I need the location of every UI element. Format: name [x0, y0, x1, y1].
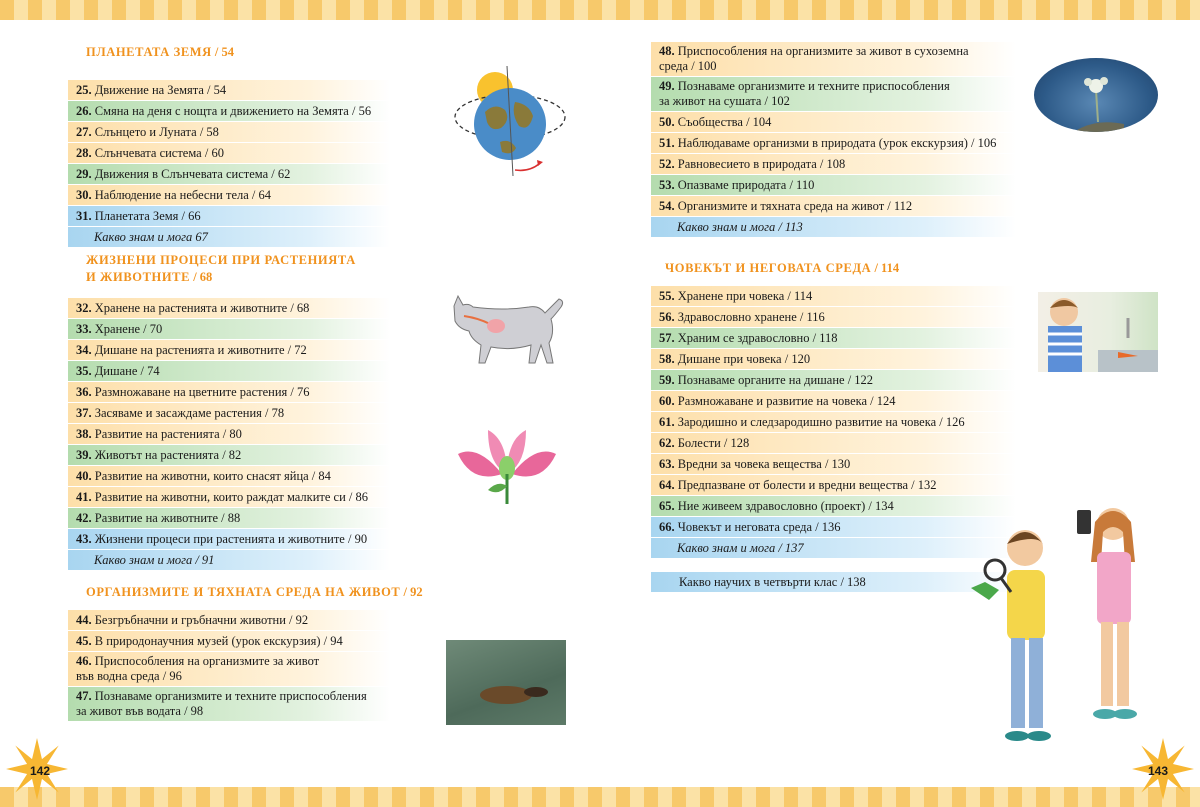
- toc-row-text: Равновесието в природата / 108: [674, 157, 846, 171]
- toc-row-number: 35.: [76, 364, 92, 378]
- toc-row-number: 62.: [659, 436, 675, 450]
- section-title-text: ЖИЗНЕНИ ПРОЦЕСИ ПРИ РАСТЕНИЯТА И ЖИВОТНИТЕ: [86, 253, 356, 284]
- toc-row-text: Хранене на растенията и животните / 68: [91, 301, 310, 315]
- toc-row-number: 58.: [659, 352, 675, 366]
- section-organisms: [68, 584, 448, 601]
- toc-row-text-line2: за живот във водата / 98: [76, 704, 204, 718]
- toc-row-review[interactable]: Какво знам и мога / 91: [68, 550, 390, 570]
- toc-row[interactable]: [651, 42, 1016, 76]
- toc-row-number: 52.: [659, 157, 675, 171]
- toc-row-text: Развитие на растенията / 80: [91, 427, 242, 441]
- toc-row-text: Развитие на животни, които снасят яйца / 84: [91, 469, 331, 483]
- toc-row-text: Познаваме организмите и техните приспособления: [91, 689, 367, 703]
- bottom-decorative-band: [0, 787, 1200, 807]
- toc-row-number: 59.: [659, 373, 675, 387]
- toc-row[interactable]: [68, 508, 390, 528]
- toc-row[interactable]: [651, 496, 1016, 516]
- toc-row-number: 47.: [76, 689, 92, 703]
- toc-row-number: 49.: [659, 79, 675, 93]
- page-number-right: 143: [1148, 764, 1169, 778]
- toc-row-text: Храним се здравословно / 118: [674, 331, 838, 345]
- toc-row-number: 54.: [659, 199, 675, 213]
- toc-list-planet-earth: [68, 80, 390, 248]
- toc-row-number: 60.: [659, 394, 675, 408]
- toc-row-text: Наблюдаваме организми в природата (урок екскурзия) / 106: [674, 136, 997, 150]
- toc-list-life-processes: [68, 298, 390, 571]
- toc-row-number: 38.: [76, 427, 92, 441]
- section-planet-earth: [68, 44, 390, 61]
- toc-row[interactable]: [68, 529, 390, 549]
- edelweiss-shape: [1034, 58, 1158, 132]
- toc-row-number: 51.: [659, 136, 675, 150]
- toc-row-number: 44.: [76, 613, 92, 627]
- toc-row-text: Съобщества / 104: [674, 115, 772, 129]
- child-washing-vegetables-photo: [1038, 292, 1158, 372]
- toc-list-organisms: [68, 610, 390, 722]
- toc-row-text: Наблюдение на небесни тела / 64: [91, 188, 272, 202]
- children-exploring-illustration: [965, 500, 1165, 750]
- toc-row[interactable]: [651, 328, 1016, 348]
- toc-row-number: 65.: [659, 499, 675, 513]
- toc-row-text: Организмите и тяхната среда на живот / 112: [674, 199, 913, 213]
- toc-row-text: Дишане при човека / 120: [674, 352, 811, 366]
- toc-row-text: Вредни за човека вещества / 130: [674, 457, 851, 471]
- page-number-left: 142: [30, 764, 51, 778]
- toc-row[interactable]: [651, 307, 1016, 327]
- toc-row[interactable]: [651, 391, 1016, 411]
- toc-row-text: Животът на растенията / 82: [91, 448, 242, 462]
- earth-orbit-illustration: [445, 62, 575, 182]
- section-title-page: / 114: [871, 261, 900, 275]
- top-decorative-band: [0, 0, 1200, 20]
- toc-row-review[interactable]: Какво знам и мога 67: [68, 227, 390, 247]
- toc-row-text: Жизнени процеси при растенията и животните / 90: [91, 532, 368, 546]
- toc-row[interactable]: [68, 361, 390, 381]
- toc-row[interactable]: [651, 286, 1016, 306]
- toc-row[interactable]: [68, 143, 390, 163]
- toc-row-text: Хранене / 70: [91, 322, 163, 336]
- toc-row[interactable]: [68, 382, 390, 402]
- toc-row[interactable]: [68, 340, 390, 360]
- cat-digestion-illustration: [440, 292, 568, 366]
- toc-row-text: Смяна на деня с нощта и движението на Земята / 56: [91, 104, 372, 118]
- toc-row-final[interactable]: [651, 572, 1016, 592]
- toc-row-number: 45.: [76, 634, 92, 648]
- section-title-text: ОРГАНИЗМИТЕ И ТЯХНАТА СРЕДА НА ЖИВОТ: [86, 585, 401, 599]
- toc-row-number: 40.: [76, 469, 92, 483]
- toc-row-text: Слънцето и Луната / 58: [91, 125, 219, 139]
- toc-row[interactable]: [651, 454, 1016, 474]
- toc-row-text: Размножаване и развитие на човека / 124: [674, 394, 896, 408]
- toc-row-number: 28.: [76, 146, 92, 160]
- toc-row-number: 39.: [76, 448, 92, 462]
- toc-row-number: 42.: [76, 511, 92, 525]
- toc-row[interactable]: [68, 687, 390, 721]
- toc-row-number: 56.: [659, 310, 675, 324]
- toc-row-text: Хранене при човека / 114: [674, 289, 813, 303]
- toc-row-number: 53.: [659, 178, 675, 192]
- toc-row-number: 29.: [76, 167, 92, 181]
- platypus-shape: [446, 640, 566, 725]
- toc-row[interactable]: [651, 433, 1016, 453]
- toc-row-text: Слънчевата система / 60: [91, 146, 224, 160]
- toc-row-text: Дишане на растенията и животните / 72: [91, 343, 307, 357]
- child-shape: [1038, 292, 1158, 372]
- toc-row-number: 30.: [76, 188, 92, 202]
- section-title-text: ЧОВЕКЪТ И НЕГОВАТА СРЕДА: [665, 261, 872, 275]
- section-human: [651, 260, 1016, 277]
- section-title-page: / 68: [190, 270, 213, 284]
- toc-row-text: Приспособления на организмите за живот в сухоземна: [674, 44, 969, 58]
- toc-row-text: Развитие на животните / 88: [91, 511, 241, 525]
- section-title-page: / 92: [400, 585, 423, 599]
- toc-row-text: Безгръбначни и гръбначни животни / 92: [91, 613, 309, 627]
- toc-row-number: 46.: [76, 654, 92, 668]
- toc-row-text: Развитие на животни, които раждат малките си / 86: [91, 490, 369, 504]
- toc-row-text: Човекът и неговата среда / 136: [674, 520, 841, 534]
- toc-row-text: Засяваме и засаждаме растения / 78: [91, 406, 285, 420]
- section-title: [651, 260, 1016, 277]
- toc-row[interactable]: [651, 133, 1016, 153]
- toc-row-text: В природонаучния музей (урок екскурзия) / 94: [91, 634, 343, 648]
- toc-row[interactable]: [68, 445, 390, 465]
- section-title-page: / 54: [211, 45, 235, 59]
- toc-row[interactable]: [651, 112, 1016, 132]
- toc-row-text-line2: за живот на сушата / 102: [659, 94, 790, 108]
- toc-row[interactable]: [651, 175, 1016, 195]
- toc-row[interactable]: [68, 101, 390, 121]
- toc-row-text: Предпазване от болести и вредни вещества / 132: [674, 478, 937, 492]
- toc-row[interactable]: [651, 412, 1016, 432]
- toc-row-number: 32.: [76, 301, 92, 315]
- toc-row[interactable]: [68, 466, 390, 486]
- toc-row[interactable]: [651, 475, 1016, 495]
- flower-cross-section-illustration: [448, 424, 566, 504]
- toc-row-text: Планетата Земя / 66: [91, 209, 201, 223]
- toc-row-number: 61.: [659, 415, 675, 429]
- toc-row-text: Познаваме органите на дишане / 122: [674, 373, 874, 387]
- toc-list-human: [651, 286, 1016, 559]
- toc-row[interactable]: [68, 487, 390, 507]
- toc-row[interactable]: [68, 403, 390, 423]
- toc-row[interactable]: [651, 349, 1016, 369]
- toc-row-number: 25.: [76, 83, 92, 97]
- toc-row[interactable]: [68, 319, 390, 339]
- toc-row[interactable]: [68, 80, 390, 100]
- toc-row-text: Познаваме организмите и техните приспособления: [674, 79, 950, 93]
- toc-row-text: Ние живеем здравословно (проект) / 134: [674, 499, 894, 513]
- toc-row-number: 26.: [76, 104, 92, 118]
- toc-row[interactable]: [651, 154, 1016, 174]
- toc-row-text: Движения в Слънчевата система / 62: [91, 167, 291, 181]
- toc-row-review[interactable]: Какво знам и мога / 113: [651, 217, 1016, 237]
- toc-row-text: Болести / 128: [674, 436, 750, 450]
- toc-row[interactable]: [651, 370, 1016, 390]
- toc-row-number: 48.: [659, 44, 675, 58]
- toc-list-terrestrial: [651, 42, 1016, 238]
- toc-row[interactable]: [68, 610, 390, 630]
- toc-row-number: 50.: [659, 115, 675, 129]
- toc-row-review[interactable]: Какво знам и мога / 137: [651, 538, 1016, 558]
- section-title: [68, 252, 368, 286]
- platypus-photo: [446, 640, 566, 725]
- toc-row[interactable]: [68, 164, 390, 184]
- toc-row-number: 37.: [76, 406, 92, 420]
- toc-row[interactable]: [68, 185, 390, 205]
- toc-row-number: 57.: [659, 331, 675, 345]
- toc-row-number: 55.: [659, 289, 675, 303]
- toc-row-number: 34.: [76, 343, 92, 357]
- toc-row[interactable]: [651, 517, 1016, 537]
- section-life-processes: [68, 252, 390, 286]
- toc-row-number: 64.: [659, 478, 675, 492]
- toc-row-number: 33.: [76, 322, 92, 336]
- toc-row[interactable]: [651, 77, 1016, 111]
- section-title: [68, 584, 448, 601]
- toc-row-number: 66.: [659, 520, 675, 534]
- toc-row[interactable]: [68, 424, 390, 444]
- toc-row[interactable]: [68, 206, 390, 226]
- toc-row-text: Движение на Земята / 54: [91, 83, 227, 97]
- toc-row-number: 36.: [76, 385, 92, 399]
- toc-row-number: 63.: [659, 457, 675, 471]
- toc-row-text: Зародишно и следзародишно развитие на човека / 126: [674, 415, 965, 429]
- toc-row-number: 27.: [76, 125, 92, 139]
- toc-row-text: Размножаване на цветните растения / 76: [91, 385, 310, 399]
- toc-row-text: Дишане / 74: [91, 364, 160, 378]
- toc-row[interactable]: [68, 652, 390, 686]
- toc-row[interactable]: [68, 122, 390, 142]
- toc-row[interactable]: [68, 298, 390, 318]
- toc-row-text: Здравословно хранене / 116: [674, 310, 825, 324]
- toc-row-text: Опазваме природата / 110: [674, 178, 815, 192]
- toc-row-text-line2: във водна среда / 96: [76, 669, 182, 683]
- toc-row[interactable]: [68, 631, 390, 651]
- toc-row-text: Какво научих в четвърти клас / 138: [679, 575, 866, 589]
- section-title-text: ПЛАНЕТАТА ЗЕМЯ: [86, 45, 212, 59]
- toc-row-text-line2: среда / 100: [659, 59, 717, 73]
- toc-row[interactable]: [651, 196, 1016, 216]
- edelweiss-photo: [1034, 58, 1158, 132]
- toc-row-number: 31.: [76, 209, 92, 223]
- toc-row-number: 41.: [76, 490, 92, 504]
- toc-row-number: 43.: [76, 532, 92, 546]
- toc-row-text: Приспособления на организмите за живот: [91, 654, 320, 668]
- section-title: [68, 44, 390, 61]
